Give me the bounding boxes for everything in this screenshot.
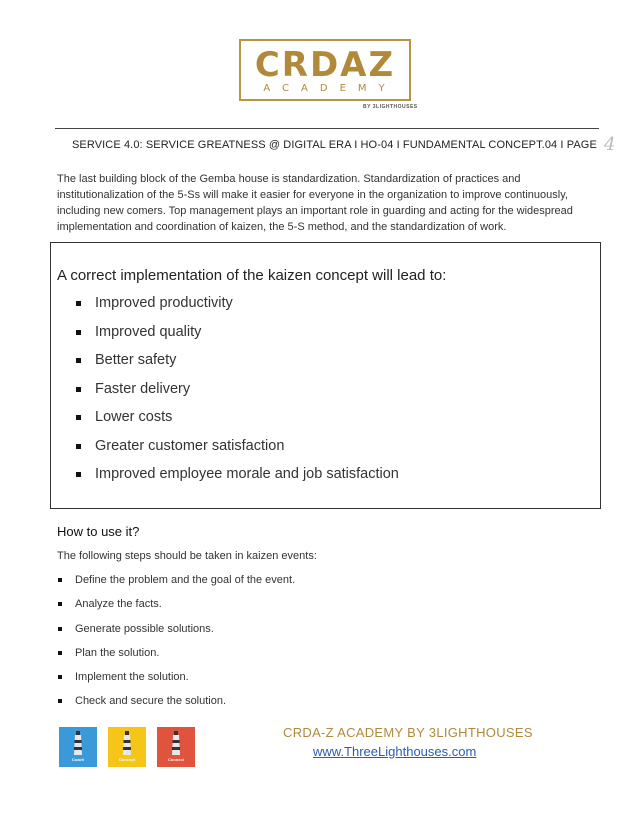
- list-item: Greater customer satisfaction: [75, 438, 399, 467]
- square-bullet-icon: [76, 387, 81, 392]
- list-item: Better safety: [75, 352, 399, 381]
- list-item: Define the problem and the goal of the event.: [57, 574, 295, 598]
- square-bullet-icon: [58, 578, 62, 582]
- list-item: Improved employee morale and job satisfaction: [75, 466, 399, 495]
- square-bullet-icon: [58, 699, 62, 703]
- crdaz-logo: [239, 39, 411, 101]
- card-label: Connect: [168, 757, 184, 762]
- coach-card: [59, 727, 97, 767]
- page-header: [72, 134, 616, 155]
- benefits-title: A correct implementation of the kaizen concept will lead to:: [57, 267, 447, 284]
- square-bullet-icon: [76, 444, 81, 449]
- connect-card: [157, 727, 195, 767]
- list-item: Generate possible solutions.: [57, 623, 295, 647]
- website-link[interactable]: www.ThreeLighthouses.com: [313, 744, 477, 759]
- logo-byline: BY 3LIGHTHOUSES: [363, 104, 418, 110]
- intro-paragraph: The last building block of the Gemba house is standardization. Standardization of practices and institutionalization of the 5-Ss will make it easier for everyone in the organization to improve continuously, including new comers. Top management plays an important role in guarding and acting for the widespread implementation and coordination of kaizen, the 5-S method, and the standardization of work.: [57, 173, 573, 233]
- lighthouse-icon: [171, 731, 181, 755]
- list-item: Improved productivity: [75, 295, 399, 324]
- list-item: Improved quality: [75, 324, 399, 353]
- footer-academy-name: CRDA-Z ACADEMY BY 3LIGHTHOUSES: [283, 725, 533, 740]
- lighthouse-icon: [73, 731, 83, 755]
- square-bullet-icon: [76, 330, 81, 335]
- list-item: Plan the solution.: [57, 647, 295, 671]
- square-bullet-icon: [58, 651, 62, 655]
- logo-subtitle: ACADEMY: [263, 83, 397, 94]
- howto-heading: How to use it?: [57, 524, 140, 539]
- page-number: 4: [604, 134, 616, 155]
- concept-card: [108, 727, 146, 767]
- benefits-list: [75, 295, 399, 495]
- header-divider: [55, 128, 599, 129]
- logo-wordmark: CRDAZ: [254, 45, 396, 85]
- card-label: Concept: [119, 757, 135, 762]
- list-item: Implement the solution.: [57, 671, 295, 695]
- list-item: Check and secure the solution.: [57, 695, 295, 719]
- steps-list: [57, 574, 295, 720]
- square-bullet-icon: [58, 627, 62, 631]
- header-text: SERVICE 4.0: SERVICE GREATNESS @ DIGITAL ERA I HO-04 I FUNDAMENTAL CONCEPT.04 I PAGE: [72, 139, 597, 151]
- square-bullet-icon: [58, 602, 62, 606]
- square-bullet-icon: [76, 358, 81, 363]
- list-item: Lower costs: [75, 409, 399, 438]
- card-label: Coach: [71, 757, 85, 762]
- square-bullet-icon: [76, 301, 81, 306]
- square-bullet-icon: [76, 472, 81, 477]
- howto-intro: The following steps should be taken in kaizen events:: [57, 550, 317, 562]
- list-item: Faster delivery: [75, 381, 399, 410]
- lighthouse-icon: [122, 731, 132, 755]
- benefits-box: [50, 242, 601, 509]
- square-bullet-icon: [76, 415, 81, 420]
- list-item: Analyze the facts.: [57, 598, 295, 622]
- square-bullet-icon: [58, 675, 62, 679]
